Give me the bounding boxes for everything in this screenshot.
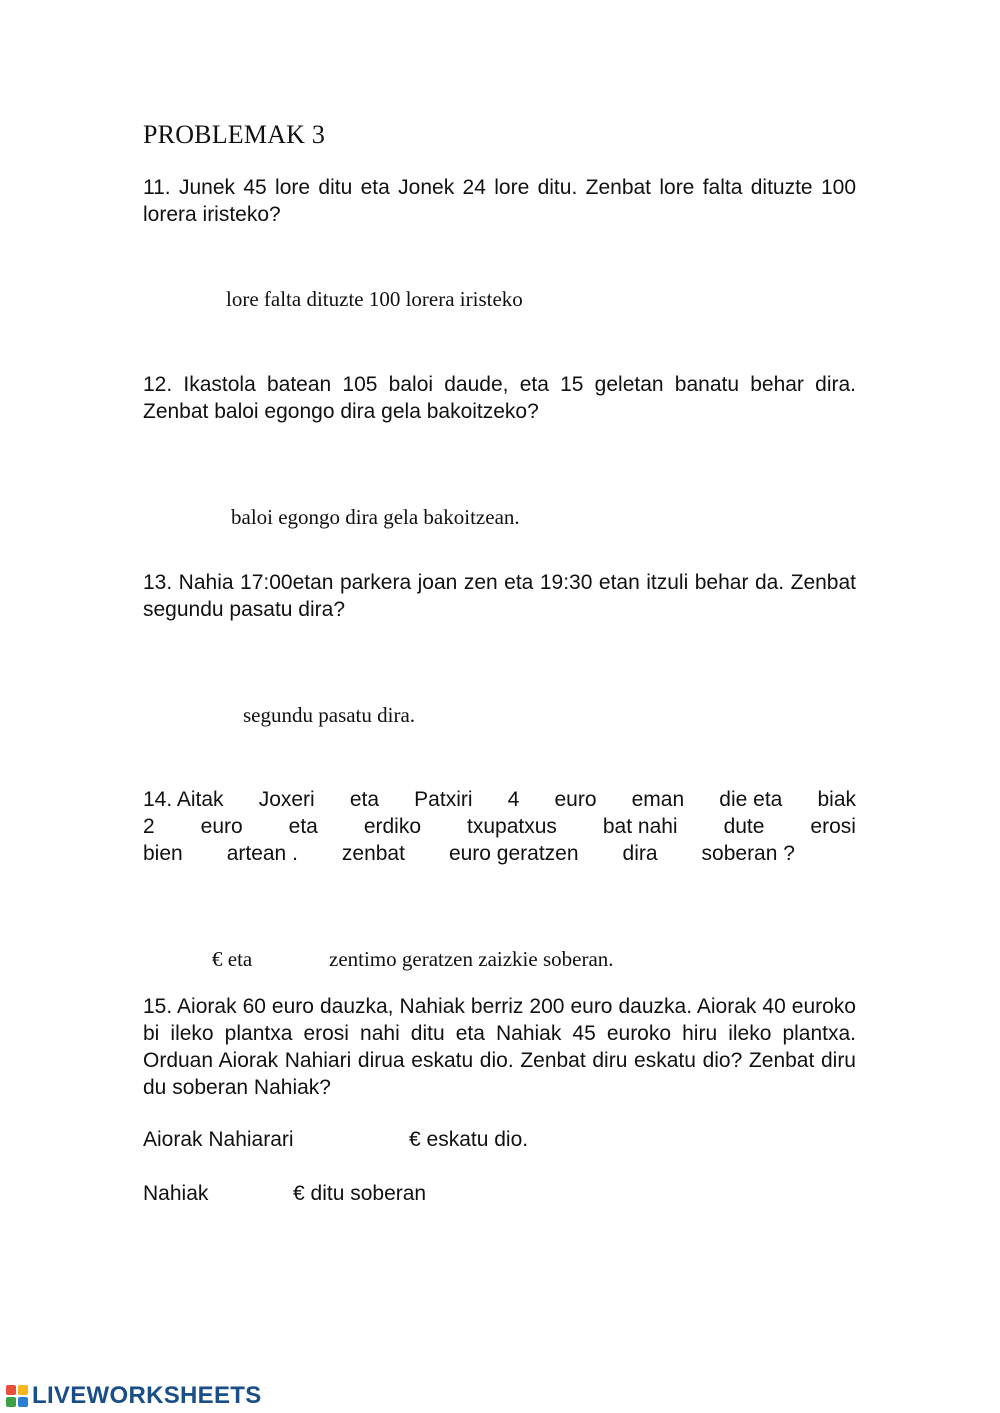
word: bat nahi [602, 815, 678, 838]
word: biak [817, 788, 856, 811]
logo-square [18, 1385, 28, 1395]
word: dira [622, 842, 658, 865]
problem-12-answer-line [231, 504, 520, 530]
word: eta [349, 788, 380, 811]
logo-square [18, 1397, 28, 1407]
word: 2 [143, 815, 155, 838]
word: eman [631, 788, 685, 811]
word: erosi [810, 815, 856, 838]
footer-brand[interactable] [6, 1382, 262, 1410]
word: Joxeri [258, 788, 315, 811]
problem-12-answer-text: baloi egongo dira gela bakoitzean. [231, 505, 520, 529]
problem-11-answer-text: lore falta dituzte 100 lorera iristeko [226, 287, 523, 311]
problem-14-answer-part2: zentimo geratzen zaizkie soberan. [329, 947, 614, 971]
problem-12-text: 12. Ikastola batean 105 baloi daude, eta 15 geletan banatu behar dira. Zenbat baloi egongo dira gela bakoitzeko? [143, 373, 856, 423]
problem-14-answer-line [212, 946, 252, 972]
page-title: PROBLEMAK 3 [143, 120, 326, 149]
problem-14-row [143, 813, 856, 840]
problem-15-text: 15. Aiorak 60 euro dauzka, Nahiak berriz 200 euro dauzka. Aiorak 40 euroko bi ileko plantxa erosi nahi ditu eta Nahiak 45 euroko hiru ileko plantxa. Orduan Aiorak Nahiari dirua eskatu dio. Zenbat diru eskatu dio? Zenbat diru du soberan Nahiak? [143, 995, 856, 1099]
problem-14-row [143, 786, 856, 813]
word: 14. Aitak [143, 788, 224, 811]
word: eta [288, 815, 318, 838]
problem-11-answer-line [226, 286, 523, 312]
problem-15-answer2-label: Nahiak [143, 1182, 209, 1205]
problem-13-answer-line [243, 702, 415, 728]
logo-square [6, 1397, 16, 1407]
word: dute [723, 815, 765, 838]
word: soberan ? [701, 842, 795, 865]
word: txupatxus [467, 815, 557, 838]
word: bien [143, 842, 183, 865]
problem-15-answer1-suffix: € eskatu dio. [409, 1128, 529, 1151]
problem-14-text [143, 786, 856, 867]
problem-15-answer1-label: Aiorak Nahiarari [143, 1128, 294, 1151]
problem-11-text: 11. Junek 45 lore ditu eta Jonek 24 lore ditu. Zenbat lore falta dituzte 100 lorera iristeko? [143, 176, 856, 226]
word: zenbat [341, 842, 405, 865]
word: euro geratzen [448, 842, 579, 865]
word: euro [554, 788, 597, 811]
word: 4 [507, 788, 520, 811]
problem-14-answer-line-2 [329, 946, 614, 972]
problem-14-answer-part1: € eta [212, 947, 253, 971]
logo-square [6, 1385, 16, 1395]
word: euro [200, 815, 243, 838]
word: artean . [226, 842, 298, 865]
problem-13-answer-text: segundu pasatu dira. [243, 703, 416, 727]
word: erdiko [363, 815, 422, 838]
problem-15-answer2-suffix: € ditu soberan [293, 1182, 427, 1205]
liveworksheets-logo-icon [6, 1385, 28, 1407]
problem-13-text: 13. Nahia 17:00etan parkera joan zen eta 19:30 etan itzuli behar da. Zenbat segundu pasatu dira? [143, 571, 856, 621]
problem-14-row [143, 840, 795, 867]
word: Patxiri [414, 788, 473, 811]
word: die eta [719, 788, 783, 811]
footer-brand-text: LIVEWORKSHEETS [32, 1382, 262, 1409]
